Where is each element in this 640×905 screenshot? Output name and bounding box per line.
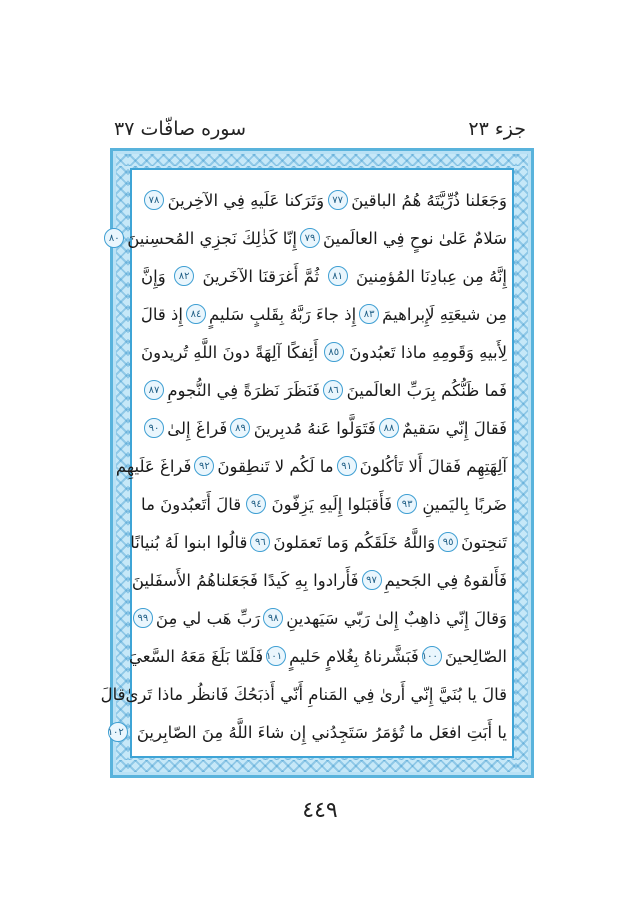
page-header <box>114 118 526 148</box>
ayah-number-marker: ١٠٠ <box>422 646 442 666</box>
verse-text: آلِهَتِهِم فَقالَ أَلا تَأكُلونَ <box>359 456 507 476</box>
ayah-number-marker: ٧٧ <box>328 190 348 210</box>
verse-text: قالَ يا بُنَيَّ إِنّي أَرىٰ فِي المَنامِ أَنّي أَذبَحُكَ فَانظُر ماذا تَرىٰ <box>125 684 507 704</box>
verse-line <box>137 599 507 637</box>
verse-text: قالَ أَتَعبُدونَ ما <box>141 494 242 514</box>
verse-text: تَنحِتونَ <box>461 532 507 552</box>
verse-text: فَراغَ عَلَيهِم <box>115 456 192 476</box>
verse-text: فَلَمّا بَلَغَ مَعَهُ السَّعيَ <box>128 646 264 666</box>
ayah-number-marker: ٩٢ <box>194 456 214 476</box>
ayah-number-marker: ٨٩ <box>230 418 250 438</box>
verse-text: فَقالَ إِنّي سَقيمٌ <box>402 418 507 438</box>
verse-line <box>131 561 507 599</box>
verse-text: إِنَّهُ مِن عِبادِنَا المُؤمِنينَ <box>355 266 507 286</box>
verse-line <box>141 371 507 409</box>
verse-text: ضَربًا بِاليَمينِ <box>422 494 507 514</box>
verse-text: يا أَبَتِ افعَل ما تُؤمَرُ سَتَجِدُني إِن شاءَ اللَّهُ مِنَ الصّابِرينَ <box>136 722 507 742</box>
ayah-number-marker: ٩٦ <box>250 532 270 552</box>
verse-line <box>141 485 507 523</box>
ayah-number-marker: ٨٧ <box>144 380 164 400</box>
verse-text: مِن شيعَتِهِ لَإِبراهيمَ <box>382 304 507 324</box>
verse-text: إِذ جاءَ رَبَّهُ بِقَلبٍ سَليمٍ <box>209 304 357 324</box>
ayah-number-marker: ٨٦ <box>323 380 343 400</box>
ayah-number-marker: ٨٣ <box>359 304 379 324</box>
verse-line <box>141 409 507 447</box>
ayah-number-marker: ٨٢ <box>174 266 194 286</box>
ayah-number-marker: ٩٣ <box>397 494 417 514</box>
ayah-number-marker: ١٠١ <box>266 646 286 666</box>
verse-text: فَما ظَنُّكُم بِرَبِّ العالَمينَ <box>346 380 507 400</box>
verse-text: رَبِّ هَب لي مِنَ <box>155 608 261 628</box>
verse-line <box>130 523 507 561</box>
ayah-number-marker: ٧٨ <box>144 190 164 210</box>
verse-text: إِذ قالَ <box>140 304 183 324</box>
ayah-number-marker: ٩٠ <box>144 418 164 438</box>
ayah-number-marker: ٩٧ <box>362 570 382 590</box>
ayah-number-marker: ٩٥ <box>438 532 458 552</box>
ayah-number-marker: ٨١ <box>328 266 348 286</box>
verse-text: سَلامٌ عَلىٰ نوحٍ فِي العالَمينَ <box>322 228 507 248</box>
verse-line <box>141 257 507 295</box>
verse-line <box>141 333 507 371</box>
verse-text: قالَ <box>100 684 126 704</box>
verse-line <box>100 675 507 713</box>
verse-text: فَراغَ إِلىٰ <box>167 418 228 438</box>
ayah-number-marker: ٩٤ <box>246 494 266 514</box>
verse-line <box>115 447 507 485</box>
ayah-number-marker: ٩١ <box>337 456 357 476</box>
verse-text: فَأَقبَلوا إِلَيهِ يَزِفّونَ <box>271 494 392 514</box>
verse-text: فَبَشَّرناهُ بِغُلامٍ حَليمٍ <box>289 646 419 666</box>
verse-text: فَأَرادوا بِهِ كَيدًا فَجَعَلناهُمُ الأَسفَلينَ <box>131 570 359 590</box>
verse-text: وَإِنَّ <box>141 266 166 286</box>
ayah-number-marker: ٩٩ <box>133 608 153 628</box>
verse-line <box>141 295 507 333</box>
surah-label: سوره صافّات ٣٧ <box>114 118 247 140</box>
verse-line <box>107 713 507 751</box>
verse-text: الصّالِحينَ <box>444 646 507 666</box>
verse-text: وَقالَ إِنّي ذاهِبٌ إِلىٰ رَبّي سَيَهدينِ <box>286 608 507 628</box>
verse-text: ما لَكُم لا تَنطِقونَ <box>217 456 334 476</box>
ayah-number-marker: ٨٨ <box>379 418 399 438</box>
verse-text: أَئِفكًا آلِهَةً دونَ اللَّهِ تُريدونَ <box>141 342 319 362</box>
verse-text: إِنّا كَذٰلِكَ نَجزِي المُحسِنينَ <box>127 228 297 248</box>
verse-line <box>108 219 507 257</box>
verse-text: وَاللَّهُ خَلَقَكُم وَما تَعمَلونَ <box>273 532 436 552</box>
verse-line <box>141 181 507 219</box>
page-number: ٤٤٩ <box>302 798 338 823</box>
ayah-number-marker: ٩٨ <box>263 608 283 628</box>
verse-text: ثُمَّ أَغرَقنَا الآخَرينَ <box>202 266 320 286</box>
ayah-number-marker: ٧٩ <box>300 228 320 248</box>
verse-text: وَتَرَكنا عَلَيهِ فِي الآخِرينَ <box>167 190 325 210</box>
ornamental-frame <box>100 148 534 778</box>
verse-text: وَجَعَلنا ذُرِّيَّتَهُ هُمُ الباقينَ <box>351 190 507 210</box>
verse-text: لِأَبيهِ وَقَومِهِ ماذا تَعبُدونَ <box>349 342 507 362</box>
verse-text: فَأَلقوهُ فِي الجَحيمِ <box>384 570 507 590</box>
verse-text: قالُوا ابنوا لَهُ بُنيانًا <box>130 532 248 552</box>
juz-label: جزء ٢٣ <box>468 118 526 140</box>
ayah-number-marker: ٨٤ <box>186 304 206 324</box>
verse-text: فَنَظَرَ نَظرَةً فِي النُّجومِ <box>167 380 321 400</box>
verse-text: فَتَوَلَّوا عَنهُ مُدبِرينَ <box>253 418 376 438</box>
verse-text-area <box>100 181 507 751</box>
verse-line <box>128 637 507 675</box>
ayah-number-marker: ٨٠ <box>104 228 124 248</box>
ayah-number-marker: ١٠٢ <box>108 722 128 742</box>
ayah-number-marker: ٨٥ <box>324 342 344 362</box>
